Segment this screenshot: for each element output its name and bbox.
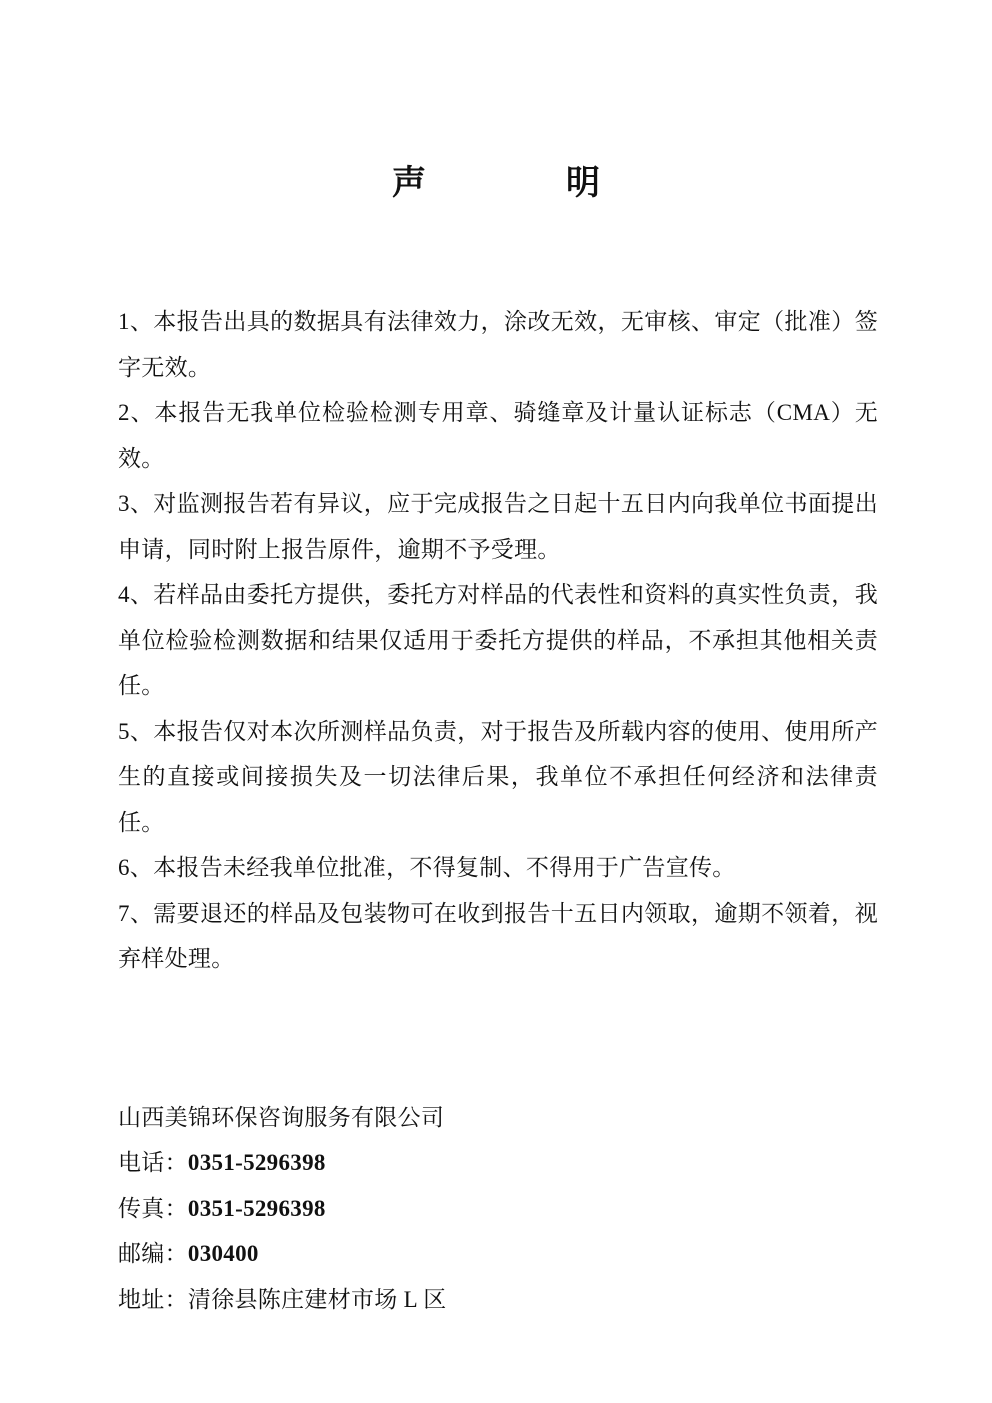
statement-item-1: 1、本报告出具的数据具有法律效力，涂改无效，无审核、审定（批准）签字无效。 (118, 309, 878, 380)
contact-section (118, 1095, 878, 1323)
address-line (118, 1277, 878, 1323)
phone-line (118, 1140, 878, 1186)
page-title (0, 160, 992, 208)
statements-section (118, 299, 878, 982)
postcode-value: 030400 (187, 1241, 259, 1266)
phone-value: 0351-5296398 (187, 1150, 326, 1175)
company-name: 山西美锦环保咨询服务有限公司 (118, 1104, 445, 1130)
statement-item-3: 3、对监测报告若有异议，应于完成报告之日起十五日内向我单位书面提出申请，同时附上报告原件，逾期不予受理。 (118, 491, 878, 562)
title-char-right: 明 (566, 165, 600, 202)
address-label: 地址： (118, 1286, 188, 1312)
fax-label: 传真： (118, 1195, 188, 1221)
fax-value: 0351-5296398 (187, 1195, 326, 1221)
statement-item-5: 5、本报告仅对本次所测样品负责，对于报告及所载内容的使用、使用所产生的直接或间接损失及一切法律后果，我单位不承担任何经济和法律责任。 (118, 718, 878, 835)
postcode-line (118, 1231, 878, 1277)
statement-item-6: 6、本报告未经我单位批准，不得复制、不得用于广告宣传。 (118, 855, 736, 880)
statement-item-4: 4、若样品由委托方提供，委托方对样品的代表性和资料的真实性负责，我单位检验检测数据和结果仅适用于委托方提供的样品，不承担其他相关责任。 (118, 582, 878, 698)
fax-line (118, 1186, 878, 1232)
statement-item-7: 7、需要退还的样品及包装物可在收到报告十五日内领取，逾期不领着，视弃样处理。 (118, 900, 878, 971)
title-char-left: 声 (392, 165, 426, 202)
phone-label: 电话： (118, 1150, 188, 1175)
statement-item-2: 2、本报告无我单位检验检测专用章、骑缝章及计量认证标志（CMA）无效。 (118, 400, 878, 471)
postcode-label: 邮编： (118, 1241, 188, 1266)
address-value: 清徐县陈庄建材市场 L 区 (187, 1286, 447, 1312)
